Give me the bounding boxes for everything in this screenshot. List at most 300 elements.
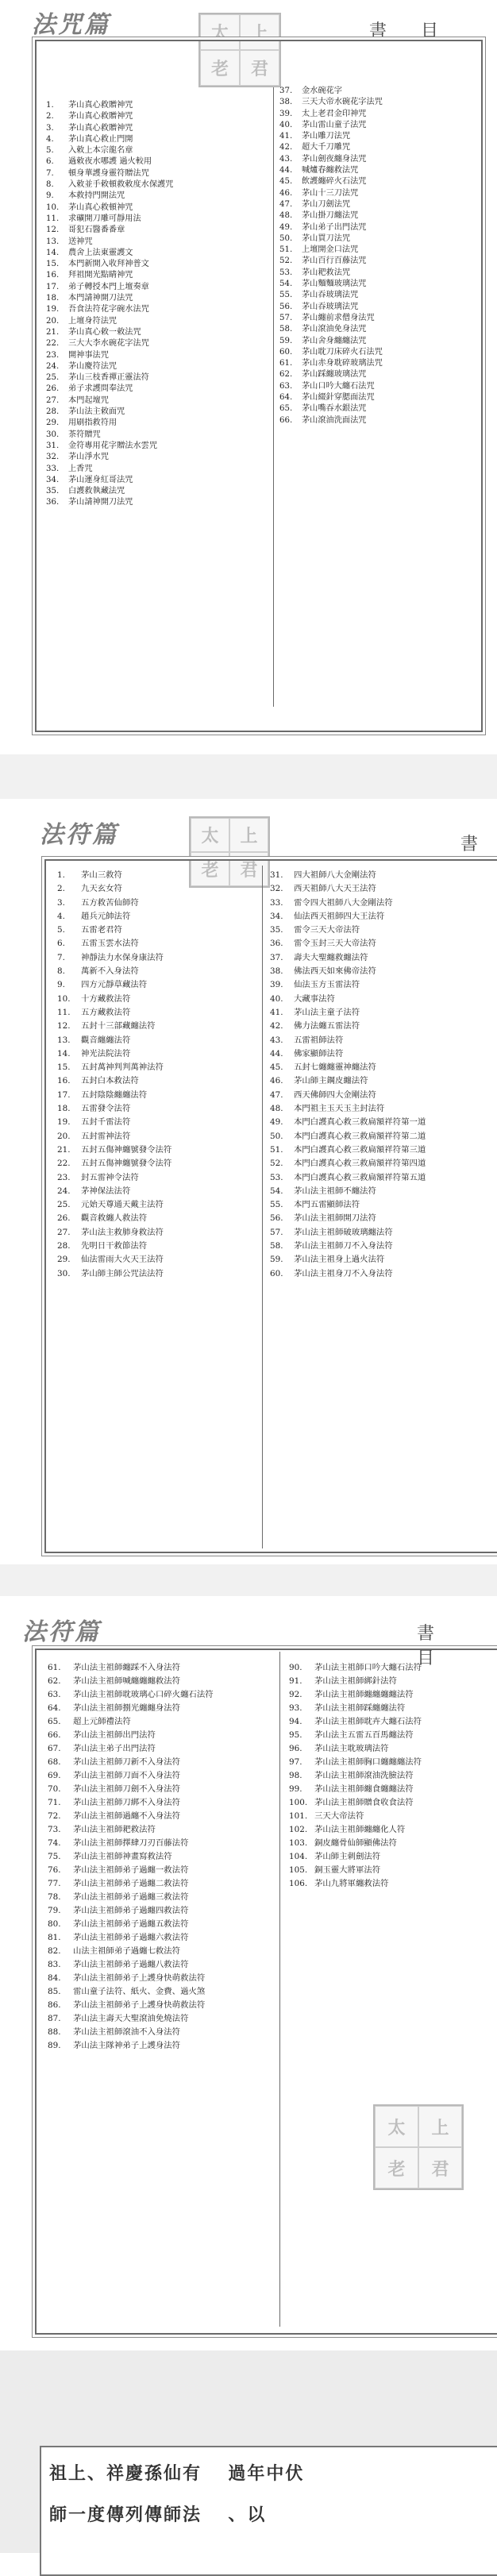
contents-item — [46, 497, 173, 508]
item-title: 神靜法力水保身康法符 — [81, 952, 164, 962]
bottom-text-a: 祖上、祥慶孫仙有 — [49, 2463, 202, 2484]
item-title: 上壇開金口法咒 — [302, 245, 359, 255]
contents-item — [46, 179, 173, 191]
item-title: 茅山真心救贈神咒 — [68, 123, 133, 133]
item-title: 茅山法主祖師捌光纏纏身法符 — [73, 1703, 181, 1713]
item-number: 74. — [48, 1838, 61, 1848]
contents-item — [270, 1006, 426, 1020]
item-title: 封五雷神令法符 — [81, 1172, 139, 1182]
contents-item — [279, 188, 383, 199]
item-number: 60. — [279, 347, 293, 357]
contents-item — [57, 965, 171, 978]
item-number: 28. — [46, 407, 60, 417]
item-number: 1. — [57, 870, 65, 880]
item-number: 34. — [46, 475, 60, 484]
item-title: 茅山法主祖身上過火法符 — [294, 1255, 385, 1265]
item-number: 88. — [48, 2027, 61, 2037]
item-title: 茅山麵麵玻璃法咒 — [302, 280, 367, 289]
item-number: 40. — [270, 993, 283, 1004]
contents-item — [270, 1034, 426, 1047]
contents-item — [279, 210, 383, 222]
item-title: 茅山法主祖師弟子過纏八救法符 — [73, 1960, 189, 1969]
item-title: 茅神保法法符 — [81, 1186, 131, 1196]
column-divider — [279, 1652, 280, 2327]
item-number: 22. — [46, 339, 60, 349]
item-number: 95. — [289, 1730, 302, 1740]
item-number: 53. — [270, 1172, 283, 1182]
contents-item — [46, 361, 173, 372]
item-number: 92. — [289, 1690, 302, 1699]
contents-item — [57, 897, 171, 910]
item-number: 5. — [57, 925, 65, 935]
item-number: 103. — [289, 1838, 308, 1848]
item-title: 茅山真心救贈神咒 — [68, 112, 133, 121]
contents-item — [46, 282, 173, 293]
item-number: 85. — [48, 1987, 61, 1996]
contents-item — [46, 259, 173, 270]
item-title: 五封白本救法符 — [81, 1076, 139, 1086]
contents-item — [48, 1661, 214, 1675]
item-number: 53. — [279, 268, 293, 277]
item-title: 茅山法主弟子出門法符 — [73, 1744, 156, 1753]
contents-item — [270, 1171, 426, 1185]
item-title: 茅山法主祖師贈食收食法符 — [314, 1798, 414, 1807]
contents-item — [289, 1877, 422, 1891]
item-title: 仙法玉方玉雷法符 — [294, 980, 360, 990]
contents-item — [289, 1688, 422, 1702]
item-title: 茅山法主祖師弟子上護身快萌救法符 — [73, 1973, 206, 1983]
item-number: 56. — [279, 302, 293, 311]
contents-item — [48, 1877, 214, 1891]
item-title: 茅山法主祖師踩纏纏法符 — [314, 1703, 406, 1713]
item-number: 76. — [48, 1865, 61, 1875]
item-title: 送神咒 — [68, 237, 93, 246]
contents-item — [46, 372, 173, 384]
item-title: 茅山法主祖師胸口纏纏纏法符 — [314, 1757, 422, 1767]
contents-item — [279, 233, 383, 245]
item-number: 12. — [57, 1021, 71, 1032]
seal-char: 君 — [418, 2147, 462, 2188]
item-number: 17. — [57, 1089, 71, 1100]
item-title: 茅山請神開刀法咒 — [68, 498, 133, 507]
item-title: 茅山雕刀法咒 — [302, 132, 351, 141]
item-number: 23. — [46, 350, 60, 360]
contents-item — [48, 1823, 214, 1837]
item-number: 19. — [57, 1117, 71, 1128]
item-title: 本門請神開刀法咒 — [68, 294, 133, 303]
contents-item — [279, 415, 383, 426]
item-number: 21. — [57, 1144, 71, 1155]
item-title: 金符專用花字贈法水雲咒 — [68, 441, 158, 450]
item-number: 6. — [46, 157, 54, 167]
item-number: 98. — [289, 1771, 302, 1780]
item-number: 79. — [48, 1906, 61, 1915]
item-title: 五封萬神判判萬神法符 — [81, 1062, 164, 1073]
item-title: 本門起壇咒 — [68, 395, 109, 405]
item-number: 32. — [46, 453, 60, 462]
item-number: 13. — [57, 1035, 71, 1045]
item-title: 本門白護真心救三救扁額祥符第三道 — [294, 1144, 426, 1155]
item-title: 西天祖師八大天王法符 — [294, 884, 376, 894]
item-title: 五雷老君符 — [81, 925, 122, 935]
item-number: 10. — [57, 993, 71, 1004]
contents-list-right — [279, 86, 383, 426]
contents-item — [46, 464, 173, 475]
item-number: 56. — [270, 1213, 283, 1224]
contents-list-left — [48, 1661, 214, 2053]
seal-char: 上 — [240, 14, 279, 50]
item-number: 39. — [279, 109, 293, 118]
item-title: 仙法雷雨大火天王法符 — [81, 1255, 164, 1265]
item-title: 茶符贈咒 — [68, 430, 101, 439]
contents-item — [48, 1769, 214, 1783]
column-divider — [262, 866, 263, 1548]
contents-item — [46, 486, 173, 497]
item-title: 雷令三天大帝法符 — [294, 925, 360, 935]
item-title: 五封千雷法符 — [81, 1117, 131, 1128]
contents-item — [46, 418, 173, 429]
item-number: 55. — [270, 1200, 283, 1210]
contents-item — [270, 965, 426, 978]
item-title: 入敕上本宗龍名章 — [68, 146, 133, 156]
item-title: 茅山法主童子法符 — [294, 1007, 360, 1017]
item-number: 49. — [279, 222, 293, 232]
contents-item — [279, 154, 383, 165]
item-number: 29. — [57, 1255, 71, 1265]
contents-item — [270, 1020, 426, 1033]
page-title: 法符篇 — [22, 1618, 101, 1646]
contents-item — [57, 1006, 171, 1020]
item-number: 59. — [279, 336, 293, 345]
item-number: 37. — [279, 87, 293, 95]
item-title: 茅山法主祖師刀綁不入身法符 — [73, 1798, 181, 1807]
item-title: 茅山法主祖師喊纏纏纏救法符 — [73, 1676, 181, 1686]
item-title: 五封陰陰纏纏法符 — [81, 1089, 148, 1100]
item-number: 82. — [48, 1946, 61, 1956]
seal-char: 上 — [418, 2106, 462, 2147]
item-number: 78. — [48, 1892, 61, 1902]
contents-item — [46, 475, 173, 486]
item-number: 35. — [46, 487, 60, 496]
item-title: 茅山耽刀床碎火石法咒 — [302, 347, 383, 357]
contents-item — [48, 1945, 214, 1958]
page-3 — [0, 1596, 497, 2350]
item-number: 57. — [279, 313, 293, 322]
contents-item — [289, 1675, 422, 1688]
contents-item — [46, 191, 173, 202]
item-title: 茅山真心救贈神咒 — [68, 101, 133, 110]
item-number: 15. — [57, 1062, 71, 1073]
contents-item — [279, 256, 383, 267]
contents-item — [270, 1267, 426, 1281]
item-title: 茅山法主祖師弟子過纏二救法符 — [73, 1879, 189, 1888]
item-title: 白護救執藏法咒 — [68, 487, 125, 496]
contents-item — [57, 1171, 171, 1185]
item-number: 14. — [57, 1048, 71, 1059]
contents-item — [48, 1985, 214, 1999]
contents-item — [57, 1226, 171, 1240]
item-number: 24. — [46, 361, 60, 371]
contents-item — [48, 1891, 214, 1904]
item-title: 趙兵元帥法符 — [81, 911, 131, 921]
contents-item — [270, 869, 426, 882]
item-title: 喊爐春纏救法咒 — [302, 166, 359, 175]
item-title: 茅山師主師公咒法法符 — [81, 1268, 164, 1278]
contents-item — [289, 1742, 422, 1756]
item-title: 茅山法主祖師弟子過纏五救法符 — [73, 1919, 189, 1929]
item-title: 茅山法主敕面咒 — [68, 407, 125, 417]
item-title: 茅山法主耽玻璃法符 — [314, 1744, 389, 1753]
item-title: 茅山法主祖師刀劍不入身法符 — [73, 1784, 181, 1794]
item-number: 47. — [270, 1089, 283, 1100]
contents-item — [270, 910, 426, 924]
contents-item — [289, 1864, 422, 1877]
contents-item — [270, 1253, 426, 1267]
item-number: 18. — [57, 1104, 71, 1114]
item-title: 雷令四大祖師八大金剛法符 — [294, 897, 393, 908]
item-number: 51. — [279, 245, 293, 255]
contents-item — [279, 347, 383, 358]
contents-item — [48, 2026, 214, 2039]
seal-char: 老 — [375, 2147, 418, 2188]
item-number: 12. — [46, 226, 60, 235]
contents-item — [289, 1661, 422, 1675]
item-title: 神光法院法符 — [81, 1048, 131, 1059]
item-number: 4. — [46, 134, 54, 144]
item-number: 68. — [48, 1757, 61, 1767]
contents-item — [279, 279, 383, 290]
item-number: 50. — [279, 233, 293, 243]
item-number: 45. — [270, 1062, 283, 1073]
item-number: 2. — [46, 112, 54, 121]
item-number: 9. — [46, 191, 54, 201]
contents-item — [57, 1267, 171, 1281]
contents-item — [57, 1130, 171, 1143]
item-title: 茅山嘴吞水銀法咒 — [302, 404, 367, 414]
item-title: 茅山法主救肺身救法符 — [81, 1227, 164, 1237]
item-number: 90. — [289, 1663, 302, 1672]
item-title: 本門白護真心救三救扁額祥符第四道 — [294, 1159, 426, 1169]
page-title: 法符篇 — [40, 821, 118, 849]
item-number: 86. — [48, 2000, 61, 2010]
item-number: 26. — [57, 1213, 71, 1224]
item-number: 75. — [48, 1852, 61, 1861]
item-number: 28. — [57, 1241, 71, 1251]
contents-item — [48, 1783, 214, 1796]
item-title: 茅山綴針穿腮面法咒 — [302, 393, 375, 403]
item-number: 10. — [46, 202, 60, 212]
item-title: 茅山法主祖師開刀法符 — [294, 1213, 376, 1224]
item-title: 九天玄女符 — [81, 884, 122, 894]
contents-list-left — [46, 100, 173, 509]
seal-char: 老 — [191, 852, 229, 886]
contents-item — [57, 1185, 171, 1198]
contents-item — [270, 1143, 426, 1157]
item-title: 茅山運身紅哥法咒 — [68, 475, 133, 484]
item-number: 65. — [279, 404, 293, 414]
item-title: 茅山百行百藤法咒 — [302, 256, 367, 266]
item-number: 5. — [46, 146, 54, 156]
contents-item — [270, 1074, 426, 1088]
item-number: 33. — [46, 464, 60, 473]
item-number: 66. — [279, 415, 293, 425]
contents-item — [270, 978, 426, 992]
item-title: 茅山淨水咒 — [68, 453, 109, 462]
contents-item — [279, 381, 383, 392]
item-title: 茅山法主祖師綁針法符 — [314, 1676, 397, 1686]
item-title: 茅山法主五雷五百馬纏法符 — [314, 1730, 414, 1740]
contents-item — [270, 993, 426, 1006]
item-title: 金水碗花字 — [302, 87, 342, 95]
item-title: 弟子轉授本門上壇奏章 — [68, 282, 149, 291]
page-1 — [0, 0, 497, 754]
item-title: 佛力法纏五雷法符 — [294, 1021, 360, 1032]
item-number: 51. — [270, 1144, 283, 1155]
contents-item — [57, 1020, 171, 1033]
contents-item — [289, 1783, 422, 1796]
contents-item — [57, 910, 171, 924]
contents-item — [57, 1034, 171, 1047]
item-number: 105. — [289, 1865, 308, 1875]
contents-item — [270, 1157, 426, 1170]
item-title: 壽夫大聖纏救纏法符 — [294, 952, 368, 962]
contents-item — [57, 1074, 171, 1088]
contents-item — [46, 123, 173, 134]
bottom-text-b: 過年中伏 — [228, 2463, 305, 2484]
item-title: 佛家顯師法符 — [294, 1048, 344, 1059]
contents-item — [270, 1047, 426, 1061]
item-title: 觀音救纏人救法符 — [81, 1213, 148, 1224]
contents-item — [57, 1089, 171, 1102]
item-title: 過敕夜水哪護 過火較用 — [68, 157, 152, 167]
item-title: 仙法西天祖師四大王法符 — [294, 911, 385, 921]
item-number: 99. — [289, 1784, 302, 1794]
contents-item — [57, 1253, 171, 1267]
contents-item — [46, 214, 173, 225]
bottom-text-a: 師一度傳列傳師法 — [49, 2505, 202, 2525]
item-number: 62. — [279, 370, 293, 380]
item-number: 54. — [270, 1186, 283, 1196]
item-number: 36. — [46, 498, 60, 507]
item-number: 71. — [48, 1798, 61, 1807]
contents-item — [270, 1061, 426, 1074]
contents-item — [48, 1918, 214, 1931]
item-title: 五封五傷神纏號發令法符 — [81, 1144, 172, 1155]
item-number: 37. — [270, 952, 283, 962]
item-title: 茅山真心敕一敕法咒 — [68, 327, 141, 337]
contents-item — [46, 225, 173, 236]
item-title: 茅山法主祖師纏纏纏纏法符 — [314, 1690, 414, 1699]
item-title: 五封五傷神纏號發令法符 — [81, 1159, 172, 1169]
item-number: 20. — [57, 1131, 71, 1141]
seal-char: 太 — [375, 2106, 418, 2147]
item-title: 本門新開入收拜神普文 — [68, 260, 149, 269]
item-title: 茅山法主祖師弟子上護身快萌救法符 — [73, 2000, 206, 2010]
contents-item — [48, 1715, 214, 1729]
item-title: 茅山法主祖師不纏法符 — [294, 1186, 376, 1196]
item-title: 茅山真心救止門開 — [68, 134, 133, 144]
item-number: 43. — [279, 154, 293, 164]
contents-item — [48, 1972, 214, 1985]
contents-item — [48, 1702, 214, 1715]
item-title: 銅玉靈大將軍法符 — [314, 1865, 381, 1875]
bottom-text-line — [49, 2501, 266, 2526]
item-number: 64. — [48, 1703, 61, 1713]
contents-item — [48, 1675, 214, 1688]
item-title: 茅山十三刀法咒 — [302, 188, 359, 198]
contents-item — [46, 145, 173, 156]
item-number: 7. — [46, 168, 54, 178]
item-title: 先明日干救節法符 — [81, 1241, 148, 1251]
item-title: 茅山吞玻璃法咒 — [302, 302, 359, 311]
item-number: 72. — [48, 1811, 61, 1821]
contents-item — [46, 407, 173, 418]
contents-item — [48, 1756, 214, 1769]
item-number: 52. — [270, 1159, 283, 1169]
item-title: 十方藏救法符 — [81, 993, 131, 1004]
item-title: 茅山纏前求僧身法咒 — [302, 313, 375, 322]
item-number: 30. — [46, 430, 60, 439]
item-number: 11. — [46, 214, 60, 223]
item-number: 1. — [46, 101, 54, 110]
contents-item — [279, 358, 383, 369]
item-title: 五雷發令法符 — [81, 1104, 131, 1114]
item-number: 22. — [57, 1159, 71, 1169]
contents-item — [57, 993, 171, 1006]
item-title: 茅山法主祖身刀不入身法符 — [294, 1268, 393, 1278]
contents-item — [289, 1823, 422, 1837]
item-title: 西天佛師四大金剛法符 — [294, 1089, 376, 1100]
item-number: 77. — [48, 1879, 61, 1888]
contents-item — [270, 1102, 426, 1116]
item-title: 茅山三枝香禪正靈法符 — [68, 373, 149, 383]
contents-item — [48, 1931, 214, 1945]
item-title: 茅山真心救頓神咒 — [68, 202, 133, 212]
item-title: 元始天尊通天戴主法符 — [81, 1200, 164, 1210]
item-number: 6. — [57, 939, 65, 949]
item-number: 89. — [48, 2041, 61, 2050]
item-title: 茅山口吟大纏石法咒 — [302, 381, 375, 391]
contents-item — [270, 1130, 426, 1143]
item-number: 42. — [279, 143, 293, 152]
item-number: 96. — [289, 1744, 302, 1753]
item-title: 茅山耙救法咒 — [302, 268, 351, 277]
contents-item — [46, 134, 173, 145]
item-number: 63. — [279, 381, 293, 391]
item-title: 茅山劍夜纏身法咒 — [302, 154, 367, 164]
contents-item — [279, 392, 383, 403]
contents-item — [289, 1810, 422, 1823]
item-number: 32. — [270, 884, 283, 894]
item-title: 茅山雷山童子法咒 — [302, 120, 367, 129]
item-title: 用刷指救符用 — [68, 418, 118, 428]
contents-item — [279, 336, 383, 347]
item-number: 48. — [279, 211, 293, 221]
seal-char: 老 — [200, 50, 240, 86]
item-number: 61. — [279, 359, 293, 368]
contents-item — [48, 1837, 214, 1850]
contents-item — [57, 1061, 171, 1074]
item-number: 63. — [48, 1690, 61, 1699]
contents-item — [270, 1089, 426, 1102]
contents-list-right — [289, 1661, 422, 1891]
contents-list-right — [270, 869, 426, 1281]
item-number: 20. — [46, 316, 60, 326]
item-number: 14. — [46, 248, 60, 257]
contents-item — [279, 165, 383, 176]
item-number: 27. — [57, 1227, 71, 1237]
contents-item — [279, 199, 383, 210]
